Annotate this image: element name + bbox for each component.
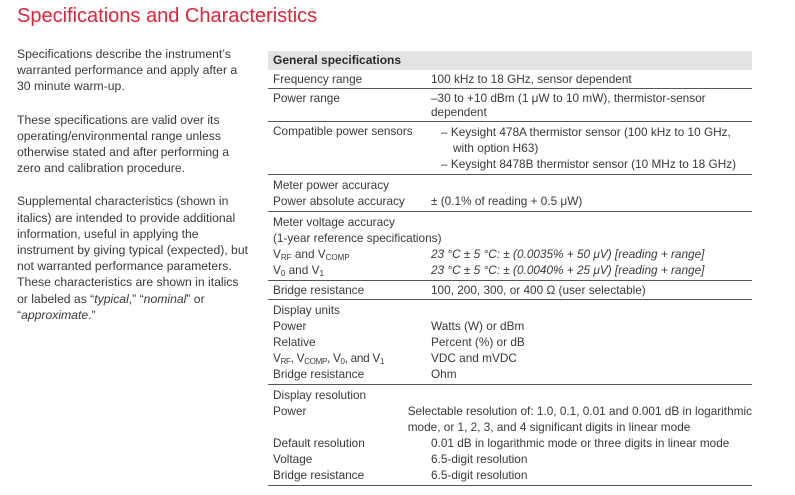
- vrf-vcomp-value: 23 °C ± 5 °C: ± (0.0035% + 50 μV) [reading + range]: [431, 247, 705, 261]
- display-resolution-group: [268, 385, 752, 486]
- vrf-vcomp-label: $V_{RF}$ and $V_{COMP}$: [273, 247, 350, 262]
- frequency-range-label: Frequency range: [273, 72, 363, 86]
- resolution-default-label: Default resolution: [273, 436, 365, 450]
- resolution-power-value: Selectable resolution of: 1.0, 0.1, 0.01 and 0.001 dB in logarithmic mode, or 1, 2, 3, and 4 significant digits in linear mode: [407, 404, 752, 434]
- meter-power-accuracy-group: [268, 175, 752, 212]
- intro-paragraph-1: Specifications describe the instrument’s warranted performance and apply after a 30 minute warm-up.: [17, 47, 238, 94]
- v0-v1-value: 23 °C ± 5 °C: ± (0.0040% + 25 μV) [reading + range]: [431, 263, 705, 277]
- power-absolute-accuracy-value: ± (0.1% of reading + 0.5 μW): [431, 194, 583, 208]
- power-range-value: –30 to +10 dBm (1 μW to 10 mW), thermistor-sensor dependent: [431, 91, 706, 119]
- resolution-power-label: Power: [273, 404, 307, 418]
- display-resolution-label: Display resolution: [273, 388, 367, 402]
- bridge-resistance-value: 100, 200, 300, or 400 Ω (user selectable): [431, 283, 646, 297]
- intro-text: [17, 46, 249, 340]
- intro-paragraph-3: Supplemental characteristics (shown in italics) are intended to provide additional information, useful in applying the instrument by giving typical (expected), but not warranted performance parameters. These characteristics are shown in italics or labeled as “typical,” “nominal” or “approximate.”: [17, 194, 248, 322]
- v0-v1-label: $V_0$ and $V_1$: [273, 263, 324, 278]
- compatible-sensors-label: Compatible power sensors: [273, 124, 413, 138]
- table-row: [268, 89, 752, 122]
- units-bridge-label: Bridge resistance: [273, 367, 365, 381]
- table-row: [268, 70, 752, 89]
- compatible-sensors-value: – Keysight 478A thermistor sensor (100 kHz to 10 GHz, with option H63) – Keysight 8478B thermistor sensor (10 MHz to 18 GHz): [441, 125, 737, 171]
- units-relative-value: Percent (%) or dB: [431, 335, 525, 349]
- page-title: Specifications and Characteristics: [17, 5, 318, 27]
- power-absolute-accuracy-label: Power absolute accuracy: [273, 194, 405, 208]
- resolution-voltage-value: 6.5-digit resolution: [431, 452, 528, 466]
- units-voltage-value: VDC and mVDC: [431, 351, 517, 365]
- table-header: General specifications: [268, 51, 752, 70]
- units-relative-label: Relative: [273, 335, 316, 349]
- bridge-resistance-label: Bridge resistance: [273, 283, 365, 297]
- display-units-group: [268, 300, 752, 385]
- intro-paragraph-2: These specifications are valid over its operating/environmental range unless otherwise stated and after performing a zero and calibration procedure.: [17, 112, 230, 176]
- resolution-default-value: 0.01 dB in logarithmic mode or three digits in linear mode: [431, 436, 730, 450]
- meter-power-label: Meter power accuracy: [273, 178, 390, 192]
- units-power-value: Watts (W) or dBm: [431, 319, 525, 333]
- resolution-voltage-label: Voltage: [273, 452, 313, 466]
- resolution-bridge-value: 6.5-digit resolution: [431, 468, 528, 482]
- table-row: [268, 281, 752, 300]
- units-voltage-label: $V_{RF}$, $V_{COMP}$, $V_0$, and $V_1$: [273, 351, 385, 366]
- frequency-range-value: 100 kHz to 18 GHz, sensor dependent: [431, 72, 632, 86]
- meter-voltage-accuracy-group: [268, 212, 752, 281]
- table-row: [268, 122, 752, 175]
- resolution-bridge-label: Bridge resistance: [273, 468, 365, 482]
- power-range-label: Power range: [273, 91, 340, 105]
- units-bridge-value: Ohm: [431, 367, 457, 381]
- meter-voltage-label: Meter voltage accuracy: [273, 215, 395, 229]
- general-specifications-table: [268, 51, 752, 486]
- display-units-label: Display units: [273, 303, 340, 317]
- units-power-label: Power: [273, 319, 307, 333]
- meter-voltage-sublabel: (1-year reference specifications): [273, 231, 442, 245]
